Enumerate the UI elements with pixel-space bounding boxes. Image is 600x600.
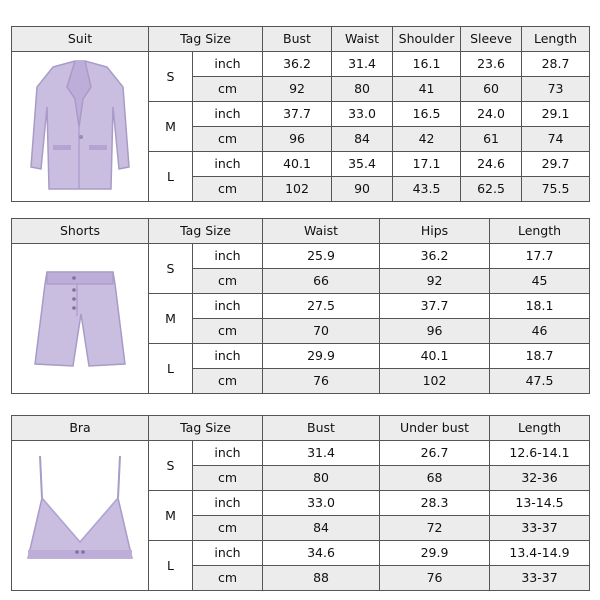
size-label: M (149, 294, 193, 344)
table-cell: 102 (380, 369, 490, 394)
suit-title: Suit (12, 27, 149, 52)
table-cell: 23.6 (461, 52, 522, 77)
table-cell: 84 (263, 516, 380, 541)
table-cell: 25.9 (263, 244, 380, 269)
column-header: Length (490, 416, 590, 441)
table-cell: 36.2 (380, 244, 490, 269)
table-cell: 42 (393, 127, 461, 152)
size-label: S (149, 441, 193, 491)
table-cell: 31.4 (263, 441, 380, 466)
table-cell: 16.1 (393, 52, 461, 77)
table-cell: 96 (380, 319, 490, 344)
table-cell: 37.7 (380, 294, 490, 319)
bra-tag-size-header: Tag Size (149, 416, 263, 441)
table-cell: 27.5 (263, 294, 380, 319)
table-cell: 29.9 (380, 541, 490, 566)
unit-label: inch (193, 294, 263, 319)
unit-label: cm (193, 77, 263, 102)
table-cell: 62.5 (461, 177, 522, 202)
unit-label: cm (193, 466, 263, 491)
table-cell: 47.5 (490, 369, 590, 394)
table-cell: 76 (263, 369, 380, 394)
table-cell: 74 (522, 127, 590, 152)
bra-image (12, 441, 149, 591)
column-header: Waist (332, 27, 393, 52)
table-cell: 29.9 (263, 344, 380, 369)
table-cell: 41 (393, 77, 461, 102)
table-cell: 28.7 (522, 52, 590, 77)
table-cell: 31.4 (332, 52, 393, 77)
size-label: L (149, 541, 193, 591)
unit-label: inch (193, 541, 263, 566)
table-cell: 73 (522, 77, 590, 102)
size-label: L (149, 344, 193, 394)
shorts-image (12, 244, 149, 394)
table-cell: 61 (461, 127, 522, 152)
unit-label: cm (193, 516, 263, 541)
table-cell: 34.6 (263, 541, 380, 566)
table-cell: 28.3 (380, 491, 490, 516)
table-cell: 24.0 (461, 102, 522, 127)
size-label: L (149, 152, 193, 202)
table-cell: 80 (332, 77, 393, 102)
unit-label: cm (193, 269, 263, 294)
table-cell: 12.6-14.1 (490, 441, 590, 466)
column-header: Sleeve (461, 27, 522, 52)
table-cell: 33-37 (490, 566, 590, 591)
size-label: S (149, 52, 193, 102)
table-cell: 35.4 (332, 152, 393, 177)
table-cell: 17.7 (490, 244, 590, 269)
table-cell: 24.6 (461, 152, 522, 177)
column-header: Length (522, 27, 590, 52)
table-cell: 102 (263, 177, 332, 202)
unit-label: inch (193, 52, 263, 77)
column-header: Hips (380, 219, 490, 244)
table-cell: 88 (263, 566, 380, 591)
table-cell: 13-14.5 (490, 491, 590, 516)
table-cell: 96 (263, 127, 332, 152)
suit-size-table (11, 26, 590, 202)
unit-label: inch (193, 344, 263, 369)
column-header: Shoulder (393, 27, 461, 52)
table-cell: 46 (490, 319, 590, 344)
unit-label: cm (193, 177, 263, 202)
table-cell: 33.0 (263, 491, 380, 516)
table-cell: 18.7 (490, 344, 590, 369)
column-header: Waist (263, 219, 380, 244)
table-cell: 80 (263, 466, 380, 491)
shorts-icon (25, 254, 135, 384)
unit-label: cm (193, 369, 263, 394)
table-cell: 45 (490, 269, 590, 294)
unit-label: inch (193, 102, 263, 127)
shorts-tag-size-header: Tag Size (149, 219, 263, 244)
table-cell: 43.5 (393, 177, 461, 202)
blazer-icon (25, 57, 135, 197)
table-cell: 26.7 (380, 441, 490, 466)
bra-size-table (11, 415, 590, 591)
column-header: Length (490, 219, 590, 244)
table-cell: 40.1 (380, 344, 490, 369)
table-cell: 66 (263, 269, 380, 294)
size-label: S (149, 244, 193, 294)
shorts-title: Shorts (12, 219, 149, 244)
unit-label: cm (193, 127, 263, 152)
table-cell: 92 (380, 269, 490, 294)
bra-top-icon (20, 446, 140, 586)
bra-title: Bra (12, 416, 149, 441)
table-cell: 75.5 (522, 177, 590, 202)
table-cell: 29.1 (522, 102, 590, 127)
table-cell: 72 (380, 516, 490, 541)
table-cell: 36.2 (263, 52, 332, 77)
table-cell: 29.7 (522, 152, 590, 177)
suit-tag-size-header: Tag Size (149, 27, 263, 52)
column-header: Under bust (380, 416, 490, 441)
table-cell: 68 (380, 466, 490, 491)
table-cell: 33.0 (332, 102, 393, 127)
suit-image (12, 52, 149, 202)
unit-label: cm (193, 566, 263, 591)
table-cell: 33-37 (490, 516, 590, 541)
column-header: Bust (263, 416, 380, 441)
table-cell: 40.1 (263, 152, 332, 177)
table-cell: 16.5 (393, 102, 461, 127)
size-label: M (149, 102, 193, 152)
table-cell: 76 (380, 566, 490, 591)
unit-label: inch (193, 152, 263, 177)
table-cell: 92 (263, 77, 332, 102)
unit-label: inch (193, 441, 263, 466)
table-cell: 17.1 (393, 152, 461, 177)
table-cell: 60 (461, 77, 522, 102)
column-header: Bust (263, 27, 332, 52)
unit-label: inch (193, 244, 263, 269)
table-cell: 90 (332, 177, 393, 202)
table-cell: 32-36 (490, 466, 590, 491)
table-cell: 18.1 (490, 294, 590, 319)
table-cell: 70 (263, 319, 380, 344)
table-cell: 37.7 (263, 102, 332, 127)
shorts-size-table (11, 218, 590, 394)
size-label: M (149, 491, 193, 541)
unit-label: inch (193, 491, 263, 516)
unit-label: cm (193, 319, 263, 344)
table-cell: 13.4-14.9 (490, 541, 590, 566)
table-cell: 84 (332, 127, 393, 152)
